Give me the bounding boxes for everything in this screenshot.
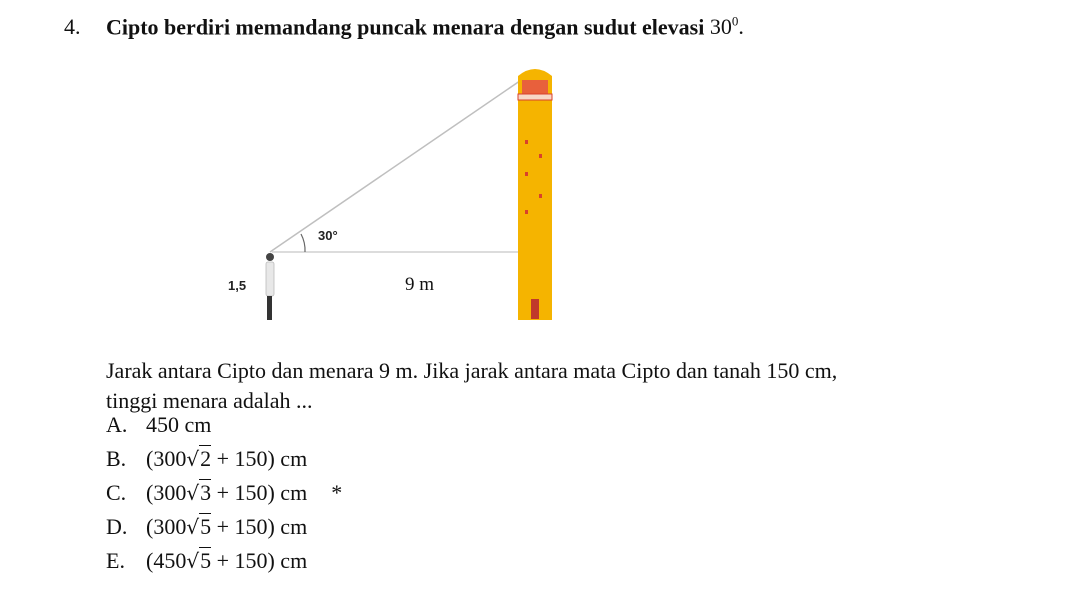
angle-label: 30° — [318, 228, 338, 243]
option-text: 450 cm — [146, 412, 212, 437]
option-letter: C. — [106, 480, 127, 505]
sqrt-expression: √5 — [186, 514, 212, 539]
sqrt-expression: √2 — [186, 446, 212, 471]
distance-label: 9 m — [405, 274, 435, 295]
elevation-angle: $30^0$. — [709, 14, 744, 40]
option-letter: A. — [106, 412, 128, 437]
sqrt-expression: √5 — [186, 548, 212, 573]
tower-diagram — [200, 60, 560, 330]
option-d[interactable]: D. (300√5 + 150) cm — [106, 514, 308, 539]
question-number: 4. — [64, 14, 81, 40]
person-figure — [266, 253, 274, 320]
eye-height-label: 1,5 — [228, 278, 247, 293]
question-text: Cipto berdiri memandang puncak menara dengan sudut elevasi — [106, 14, 705, 40]
question-body — [106, 356, 837, 416]
option-c[interactable]: C. (300√3 + 150) cm * — [106, 480, 343, 505]
answer-mark: * — [331, 480, 343, 505]
option-letter: E. — [106, 548, 125, 573]
question-header — [64, 14, 744, 40]
option-letter: D. — [106, 514, 128, 539]
line-of-sight — [270, 74, 530, 252]
sqrt-expression: √3 — [186, 480, 212, 505]
option-b[interactable]: B. (300√2 + 150) cm — [106, 446, 308, 471]
body-line-1: Jarak antara Cipto dan menara 9 m. Jika jarak antara mata Cipto dan tanah 150 cm, — [106, 358, 838, 383]
tower — [518, 69, 552, 320]
option-e[interactable]: E. (450√5 + 150) cm — [106, 548, 308, 573]
option-a[interactable] — [106, 412, 211, 438]
option-letter: B. — [106, 446, 127, 471]
angle-arc — [301, 234, 305, 252]
body-line-2: tinggi menara adalah ... — [106, 388, 313, 413]
